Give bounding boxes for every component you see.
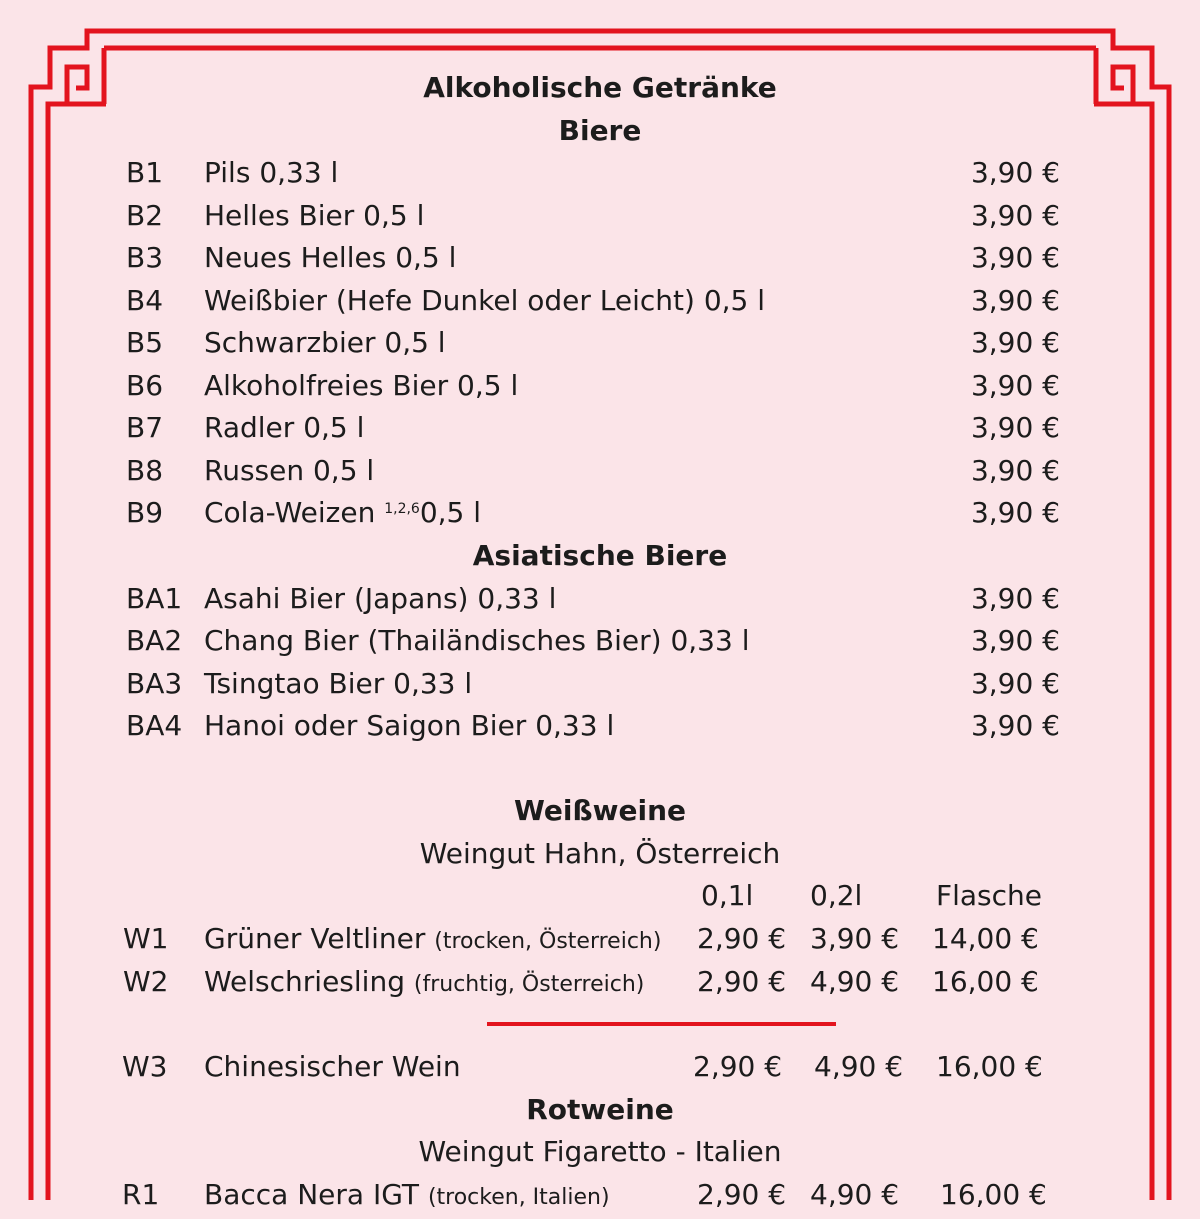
- item-code: BA4: [126, 709, 183, 742]
- item-note: (trocken, Österreich): [434, 929, 662, 954]
- price-column-headers: [0, 875, 1200, 917]
- item-price: 3,90 €: [970, 326, 1060, 359]
- item-name: Alkoholfreies Bier 0,5 l: [204, 369, 519, 402]
- menu-row-ba1: [0, 578, 1200, 620]
- item-code: B9: [126, 496, 164, 529]
- item-price: 3,90 €: [970, 496, 1060, 529]
- menu-row-w3: [0, 1046, 1200, 1088]
- item-code: R1: [122, 1178, 160, 1211]
- menu-row-b3: [0, 237, 1200, 279]
- item-name: Radler 0,5 l: [204, 411, 365, 444]
- menu-row-b1: [0, 152, 1200, 194]
- menu-row-ba4: [0, 705, 1200, 747]
- menu-row-b8: [0, 450, 1200, 492]
- column-header-small-glass: 0,1l: [701, 879, 754, 912]
- item-name: Chang Bier (Thailändisches Bier) 0,33 l: [204, 624, 750, 657]
- item-name: Cola-Weizen: [204, 496, 376, 529]
- item-code: B7: [126, 411, 164, 444]
- price-bottle: 16,00 €: [940, 1178, 1047, 1211]
- item-code: B2: [126, 199, 164, 232]
- item-price: 3,90 €: [970, 667, 1060, 700]
- item-code: B5: [126, 326, 164, 359]
- item-price: 3,90 €: [970, 199, 1060, 232]
- item-name: Russen 0,5 l: [204, 454, 375, 487]
- item-name: Schwarzbier 0,5 l: [204, 326, 446, 359]
- winery-name: Weingut Hahn, Österreich: [419, 837, 781, 870]
- item-name-group: [204, 1174, 610, 1219]
- item-note: (fruchtig, Österreich): [413, 972, 645, 997]
- price-small-glass: 2,90 €: [697, 922, 787, 955]
- item-code: BA3: [126, 667, 183, 700]
- menu-row-w1: [0, 918, 1200, 960]
- item-name: Weißbier (Hefe Dunkel oder Leicht) 0,5 l: [204, 284, 766, 317]
- item-code: BA2: [126, 624, 183, 657]
- menu-row-ba3: [0, 663, 1200, 705]
- price-bottle: 14,00 €: [932, 922, 1039, 955]
- section-heading-asian-beer: Asiatische Biere: [472, 539, 728, 572]
- item-price: 3,90 €: [970, 582, 1060, 615]
- winery-name: Weingut Figaretto - Italien: [418, 1135, 782, 1168]
- item-price: 3,90 €: [970, 454, 1060, 487]
- section-heading-red-wine: Rotweine: [526, 1093, 674, 1126]
- menu-heading: Alkoholische Getränke: [423, 71, 777, 104]
- price-small-glass: 2,90 €: [693, 1050, 783, 1083]
- item-name: Pils 0,33 l: [204, 156, 339, 189]
- menu-row-b2: [0, 195, 1200, 237]
- price-small-glass: 2,90 €: [697, 965, 787, 998]
- menu-row-b9: [0, 492, 1200, 534]
- item-price: 3,90 €: [970, 709, 1060, 742]
- price-large-glass: 4,90 €: [814, 1050, 904, 1083]
- price-small-glass: 2,90 €: [697, 1178, 787, 1211]
- item-price: 3,90 €: [970, 369, 1060, 402]
- item-code: B6: [126, 369, 164, 402]
- item-name: Neues Helles 0,5 l: [204, 241, 457, 274]
- item-name-group: [204, 961, 644, 1006]
- price-bottle: 16,00 €: [936, 1050, 1043, 1083]
- item-name: Chinesischer Wein: [204, 1050, 461, 1083]
- item-code: B3: [126, 241, 164, 274]
- item-price: 3,90 €: [970, 156, 1060, 189]
- item-code: B1: [126, 156, 164, 189]
- menu-row-b4: [0, 280, 1200, 322]
- item-name: Helles Bier 0,5 l: [204, 199, 425, 232]
- item-code: W1: [123, 922, 169, 955]
- price-large-glass: 4,90 €: [810, 1178, 900, 1211]
- column-header-bottle: Flasche: [936, 879, 1042, 912]
- item-name: Bacca Nera IGT: [204, 1178, 420, 1211]
- section-heading-beer: Biere: [558, 114, 642, 147]
- item-price: 3,90 €: [970, 624, 1060, 657]
- item-code: B8: [126, 454, 164, 487]
- additive-footnote: 1,2,6: [384, 501, 420, 517]
- item-name-group: [204, 492, 481, 534]
- menu-row-r1: [0, 1174, 1200, 1216]
- item-code: W3: [122, 1050, 168, 1083]
- item-name: Grüner Veltliner: [204, 922, 426, 955]
- price-large-glass: 4,90 €: [810, 965, 900, 998]
- item-name: Welschriesling: [204, 965, 405, 998]
- section-divider: [487, 1022, 836, 1026]
- item-code: W2: [123, 965, 169, 998]
- column-header-large-glass: 0,2l: [810, 879, 863, 912]
- price-large-glass: 3,90 €: [810, 922, 900, 955]
- menu-row-b7: [0, 407, 1200, 449]
- price-bottle: 16,00 €: [932, 965, 1039, 998]
- item-name: Asahi Bier (Japans) 0,33 l: [204, 582, 557, 615]
- menu-row-ba2: [0, 620, 1200, 662]
- menu-row-w2: [0, 961, 1200, 1003]
- item-note: (trocken, Italien): [427, 1185, 610, 1210]
- section-heading-white-wine: Weißweine: [514, 794, 686, 827]
- item-size: 0,5 l: [419, 496, 482, 529]
- item-price: 3,90 €: [970, 241, 1060, 274]
- item-name: Tsingtao Bier 0,33 l: [204, 667, 473, 700]
- item-code: BA1: [126, 582, 183, 615]
- item-price: 3,90 €: [970, 411, 1060, 444]
- menu-row-b6: [0, 365, 1200, 407]
- item-name-group: [204, 918, 661, 963]
- item-price: 3,90 €: [970, 284, 1060, 317]
- item-code: B4: [126, 284, 164, 317]
- item-name: Hanoi oder Saigon Bier 0,33 l: [204, 709, 615, 742]
- menu-row-b5: [0, 322, 1200, 364]
